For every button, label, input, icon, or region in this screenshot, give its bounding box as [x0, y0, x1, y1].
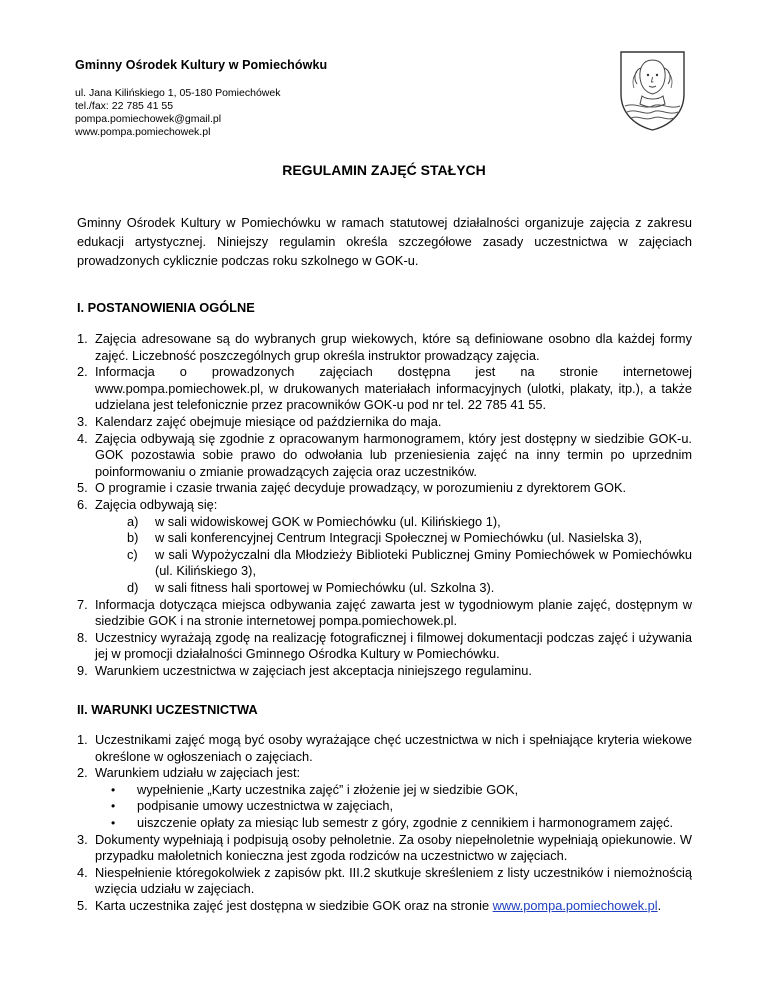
section-heading-participation: II. WARUNKI UCZESTNICTWA [77, 702, 258, 717]
list-item: 4. Niespełnienie któregokolwiek z zapisów pkt. III.2 skutkuje skreśleniem z listy uczestników i niemożnością wzięcia udziału w zajęciach. [77, 864, 692, 897]
address-line: ul. Jana Kilińskiego 1, 05-180 Pomiechówek [75, 87, 281, 99]
bullet-item: • uiszczenie opłaty za miesiąc lub semestr z góry, zgodnie z cennikiem i harmonogramem zajęć. [111, 814, 674, 830]
bullet-icon: • [111, 782, 116, 797]
list-item: 4. Zajęcia odbywają się zgodnie z opracowanym harmonogramem, który jest dostępny w siedzibie GOK-u. GOK pozostawia sobie prawo do odwołania lub przeniesienia zajęć na inny termin po uprzednim poinformowaniu o zmianie prowadzących zajęcia oraz uczestników. [77, 430, 692, 479]
bullet-item: • podpisanie umowy uczestnictwa w zajęciach, [111, 798, 394, 814]
sublist-item: c) w sali Wypożyczalni dla Młodzieży Biblioteki Publicznej Gminy Pomiechówek w Pomiechówku (ul. Kilińskiego 3), [127, 546, 692, 579]
contact-block [75, 87, 280, 139]
list-item: 1. Uczestnikami zajęć mogą być osoby wyrażające chęć uczestnictwa w nich i spełniające kryteria wiekowe określone w ogłoszeniach o zajęciach. [77, 732, 692, 764]
website-link[interactable]: www.pompa.pomiechowek.pl [492, 897, 658, 913]
list-item: 6. Zajęcia odbywają się: a) w sali widowiskowej GOK w Pomiechówku (ul. Kilińskiego 1), b) w sali konferencyjnej Centrum Integracji Społecznej w Pomiechówku (ul. Nasielska 3), c) w sali Wypożyczalni dla Młodzieży Biblioteki Publicznej Gminy Pomiechówek w Pomiechówku (ul. Kilińskiego 3), d) w sali fitness hali sportowej w Pomiechówku (ul. Szkolna 3). [77, 496, 692, 595]
locations-sublist [95, 514, 692, 597]
intro-paragraph: Gminny Ośrodek Kultury w Pomiechówku w ramach statutowej działalności organizuje zajęcia z zakresu edukacji artystycznej. Niniejszy regulamin określa szczegółowe zasady uczestnictwa w zajęciach prowadzonych cyklicznie podczas roku szkolnego w GOK-u. [77, 215, 692, 268]
list-item: 8. Uczestnicy wyrażają zgodę na realizację fotograficznej i filmowej dokumentacji podczas zajęć i używania jej w promocji działalności Gminnego Ośrodka Kultury w Pomiechówku. [77, 629, 692, 662]
bullet-icon: • [111, 799, 116, 814]
list-item: 1. Zajęcia adresowane są do wybranych grup wiekowych, które są definiowane osobno dla każdej formy zajęć. Liczebność poszczególnych grup określa instruktor prowadzący zajęcia. [77, 331, 692, 363]
sublist-item: a) w sali widowiskowej GOK w Pomiechówku (ul. Kilińskiego 1), [127, 513, 501, 529]
list-item: 7. Informacja dotycząca miejsca odbywania zajęć zawarta jest w tygodniowym planie zajęć, dostępnym w siedzibie GOK i na stronie internetowej pompa.pomiechowek.pl. [77, 596, 692, 629]
sublist-item: d) w sali fitness hali sportowej w Pomiechówku (ul. Szkolna 3). [127, 579, 495, 595]
section-heading-general: I. POSTANOWIENIA OGÓLNE [77, 300, 255, 315]
website-line: www.pompa.pomiechowek.pl [75, 126, 211, 138]
bullet-icon: • [111, 815, 116, 830]
bullet-item: • wypełnienie „Karty uczestnika zajęć” i złożenie jej w siedzibie GOK, [111, 781, 519, 797]
requirements-bullets [95, 782, 692, 832]
list-item: 2. Informacja o prowadzonych zajęciach dostępna jest na stronie internetowej www.pompa.pomiechowek.pl, w drukowanych materiałach informacyjnych (ulotki, plakaty, itp.), a także udzielana jest telefonicznie przez pracowników GOK-u pod nr tel. 22 785 41 55. [77, 364, 692, 413]
organization-name: Gminny Ośrodek Kultury w Pomiechówku [75, 58, 328, 72]
participation-conditions-list [77, 732, 692, 915]
email-line: pompa.pomiechowek@gmail.pl [75, 113, 222, 125]
document-title: REGULAMIN ZAJĘĆ STAŁYCH [282, 162, 486, 178]
municipal-coat-of-arms-icon [615, 48, 690, 133]
phone-line: tel./fax: 22 785 41 55 [75, 100, 174, 112]
list-item: 5. O programie i czasie trwania zajęć decyduje prowadzący, w porozumieniu z dyrektorem GOK. [77, 480, 627, 496]
general-provisions-list [77, 331, 692, 679]
list-item: 2. Warunkiem udziału w zajęciach jest: • wypełnienie „Karty uczestnika zajęć” i złożenie jej w siedzibie GOK, • podpisanie umowy uczestnictwa w zajęciach, • uiszczenie opłaty za miesiąc lub semestr z góry, zgodnie z cennikiem i harmonogramem zajęć. [77, 765, 692, 831]
list-item: 9. Warunkiem uczestnictwa w zajęciach jest akceptacja niniejszego regulaminu. [77, 662, 532, 678]
sublist-item: b) w sali konferencyjnej Centrum Integracji Społecznej w Pomiechówku (ul. Nasielska 3), [127, 530, 643, 546]
list-item: 3. Kalendarz zajęć obejmuje miesiące od października do maja. [77, 413, 442, 429]
list-item: 5. Karta uczestnika zajęć jest dostępna w siedzibie GOK oraz na stronie www.pompa.pomiechowek.pl. [77, 897, 662, 913]
list-item: 3. Dokumenty wypełniają i podpisują osoby pełnoletnie. Za osoby niepełnoletnie wypełniają opiekunowie. W przypadku małoletnich konieczna jest zgoda rodziców na uczestnictwo w zajęciach. [77, 831, 692, 864]
